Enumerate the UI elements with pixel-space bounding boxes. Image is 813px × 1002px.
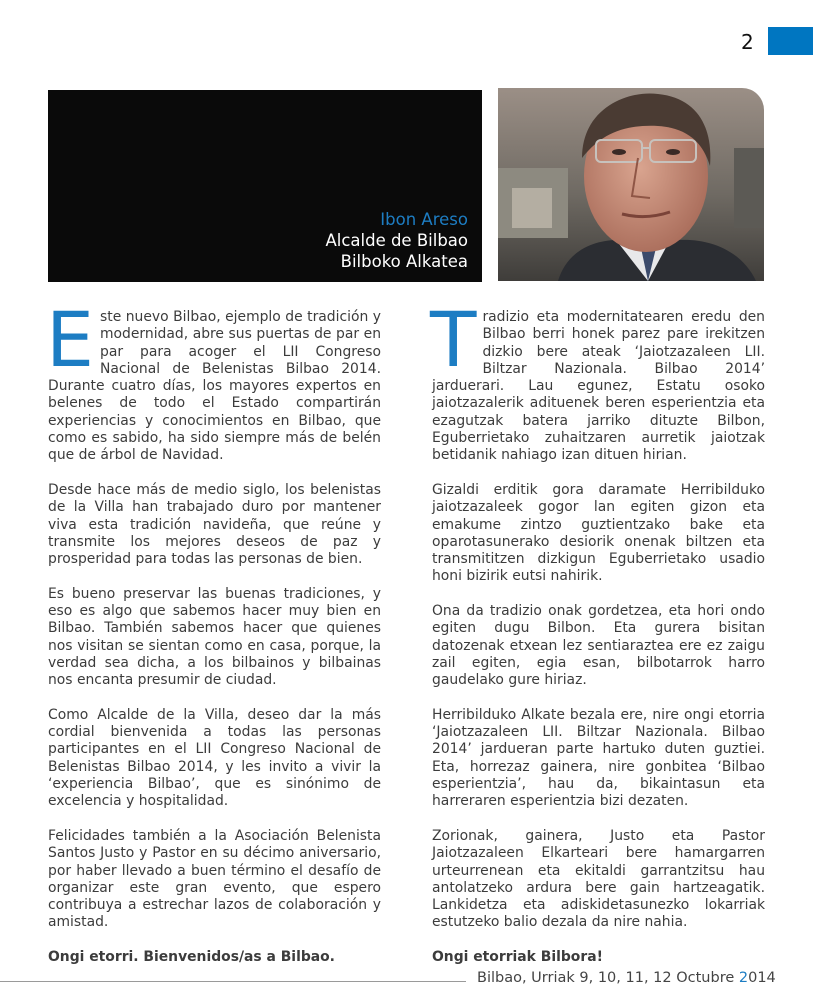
mayor-name: Ibon Areso — [380, 210, 468, 229]
mayor-title-eu: Bilboko Alkatea — [340, 252, 468, 271]
portrait-photo — [498, 88, 764, 281]
basque-column — [430, 295, 765, 984]
footer-date-highlight: 2 — [738, 970, 749, 986]
spanish-paragraph: Felicidades también a la Asociación Belenista Santos Justo y Pastor en su décimo aniversario, por haber llevado a buen término el desafío de organizar este gran evento, que espero contribuya a estrechar lazos de colaboración y amistad. — [48, 827, 381, 931]
spanish-dropcap: E — [46, 295, 95, 384]
header-banner — [48, 90, 482, 282]
footer-date-year-end: 014 — [748, 970, 776, 986]
basque-paragraph-text: radizio eta modernitatearen eredu den Bilbao berri honek parez pare irekitzen dizkio bere ateak ‘Jaiotzazaleen LII. Biltzar Nazionala. Bilbao 2014’ jarduerari. Lau egunez, Estatu osoko jaiotzazalerik adituenek beren esperientzia eta ezagutzak batera jarriko dituzte Bilbon, Eguberrietako zuhaitzaren aurretik jaiotzak betidanik nahiago izan dituen hirian. — [432, 309, 765, 464]
spanish-paragraph: Como Alcalde de la Villa, deseo dar la más cordial bienvenida a todas las personas participantes en el LII Congreso Nacional de Belenistas Bilbao 2014, y les invito a vivir la ‘experiencia Bilbao’, que es sinónimo de excelencia y hospitalidad. — [48, 706, 381, 810]
mayor-caption — [325, 209, 468, 272]
mayor-portrait — [498, 88, 764, 281]
spanish-paragraph — [46, 295, 381, 465]
spanish-closing: Ongi etorri. Bienvenidos/as a Bilbao. — [48, 948, 335, 965]
page-tab-marker — [768, 27, 813, 55]
basque-closing: Ongi etorriak Bilbora! — [432, 948, 603, 965]
basque-dropcap: T — [430, 295, 477, 384]
basque-paragraph: Gizaldi erditik gora daramate Herribilduko jaiotzazaleek gogor lan egiten gizon eta emakume zintzo guztientzako bake eta oparotasunerako desiorik onenak biltzen eta transmititzen dizkigun Eguberrietako usadio honi bizirik eutsi nahirik. — [432, 481, 765, 585]
spanish-column — [46, 295, 381, 984]
spanish-paragraph: Desde hace más de medio siglo, los belenistas de la Villa han trabajado duro por mantener viva esta tradición navideña, que reúne y transmite los mejores deseos de paz y prosperidad para todas las personas de bien. — [48, 481, 381, 568]
spanish-paragraph: Es bueno preservar las buenas tradiciones, y eso es algo que sabemos hacer muy bien en Bilbao. También sabemos hacer que quienes nos visitan se sientan como en casa, porque, la verdad sea dicha, a los bilbainos y bilbainas nos encanta presumir de ciudad. — [48, 585, 381, 689]
mayor-title-es: Alcalde de Bilbao — [325, 231, 468, 250]
basque-paragraph — [430, 295, 765, 465]
footer-rule — [0, 981, 466, 982]
basque-paragraph: Herribilduko Alkate bezala ere, nire ongi etorria ‘Jaiotzazaleen LII. Biltzar Nazionala. Bilbao 2014’ jardueran parte hartuko duten guztiei. Eta, horrezaz gainera, nire gonbitea ‘Bilbao esperientzia’, hau da, bikaintasun eta harreraren esperientzia bizi dezaten. — [432, 706, 765, 810]
basque-paragraph: Ona da tradizio onak gordetzea, eta hori ondo egiten dugu Bilbon. Eta gurera bisitan datozenak etxean lez sentiaraztea ere ez zaigu zail egiten, egia esan, bilbotarrok harro gaudelako gure hiriaz. — [432, 603, 765, 689]
footer-date — [477, 970, 776, 986]
footer-date-text: Bilbao, Urriak 9, 10, 11, 12 Octubre — [477, 970, 739, 986]
spanish-paragraph-text: ste nuevo Bilbao, ejemplo de tradición y modernidad, abre sus puertas de par en par para acoger el LII Congreso Nacional de Belenistas Bilbao 2014. Durante cuatro días, los mayores expertos en belenes de todo el Estado compartirán experiencias y conocimientos en Bilbao, que como es sabido, ha sido siempre más de belén que de árbol de Navidad. — [48, 309, 381, 464]
page-number: 2 — [741, 30, 754, 54]
basque-paragraph: Zorionak, gainera, Justo eta Pastor Jaiotzazaleen Elkarteari bere hamargarren urteurrenean eta ekitaldi garrantzitsu hau antolatzeko ardura bere gain hartzeagatik. Lankidetza eta adiskidetasunezko lokarriak estutzeko balio dezala da nire nahia. — [432, 827, 765, 931]
